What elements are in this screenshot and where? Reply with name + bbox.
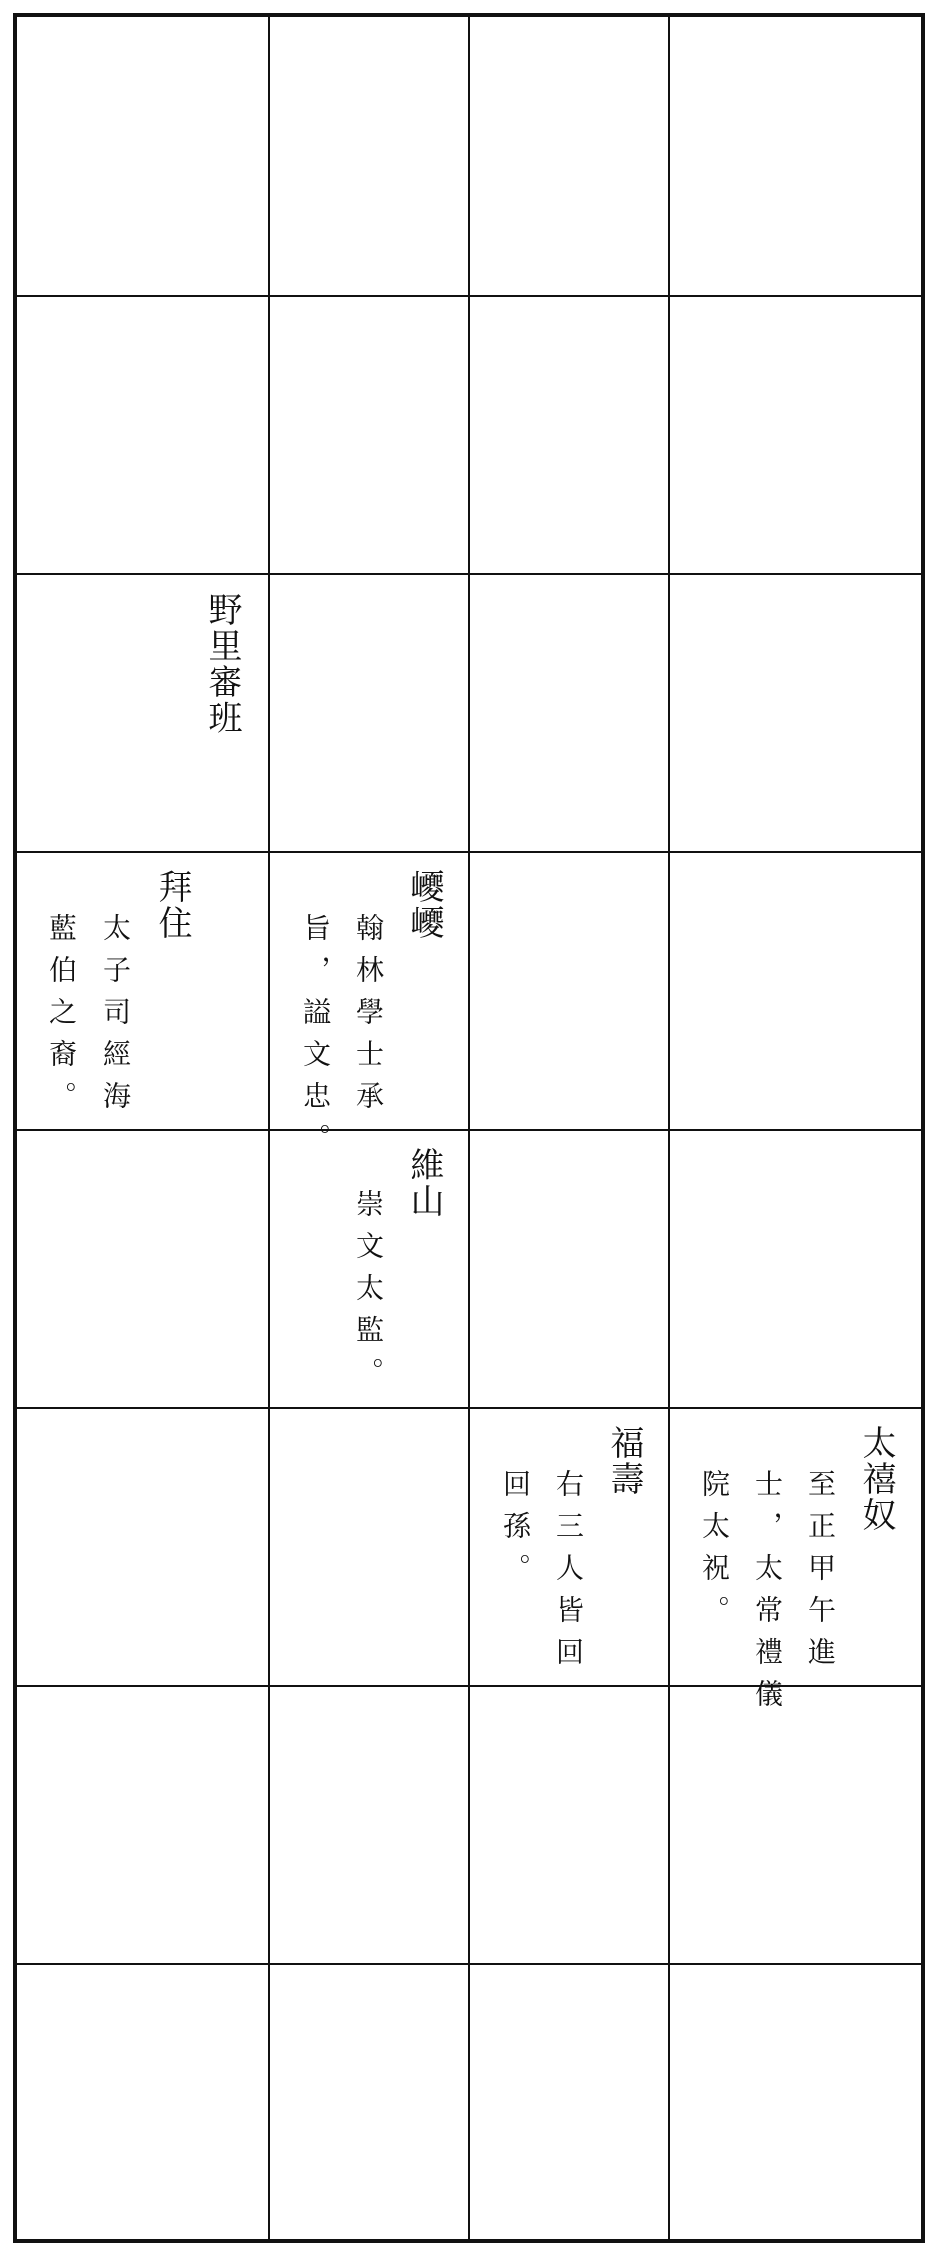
person-name: 太禧奴 <box>856 1425 896 1533</box>
person-name: 維山 <box>404 1147 444 1219</box>
person-note: 藍伯之裔。 <box>45 913 78 1123</box>
column-divider <box>468 17 470 2239</box>
row-divider <box>17 573 921 575</box>
person-note: 士，太常禮儀 <box>751 1469 784 1721</box>
row-divider <box>17 1129 921 1131</box>
row-divider <box>17 851 921 853</box>
column-divider <box>668 17 670 2239</box>
person-name: 巎巎 <box>404 869 444 941</box>
person-name: 福壽 <box>604 1425 644 1497</box>
row-divider <box>17 1963 921 1965</box>
person-note: 至正甲午進 <box>804 1469 837 1679</box>
row-divider <box>17 1685 921 1687</box>
person-note: 回孫。 <box>499 1469 532 1595</box>
row-divider <box>17 295 921 297</box>
person-note: 翰林學士承 <box>352 913 385 1123</box>
person-note: 院太祝。 <box>698 1469 731 1637</box>
person-note: 旨，謚文忠。 <box>299 913 332 1165</box>
genealogy-table <box>13 13 925 2243</box>
person-name: 野里審班 <box>202 592 242 736</box>
person-note: 太子司經海 <box>99 913 132 1123</box>
person-note: 右三人皆回 <box>552 1469 585 1679</box>
column-divider <box>268 17 270 2239</box>
person-note: 崇文太監。 <box>352 1189 385 1399</box>
person-name: 拜住 <box>152 869 192 941</box>
row-divider <box>17 1407 921 1409</box>
